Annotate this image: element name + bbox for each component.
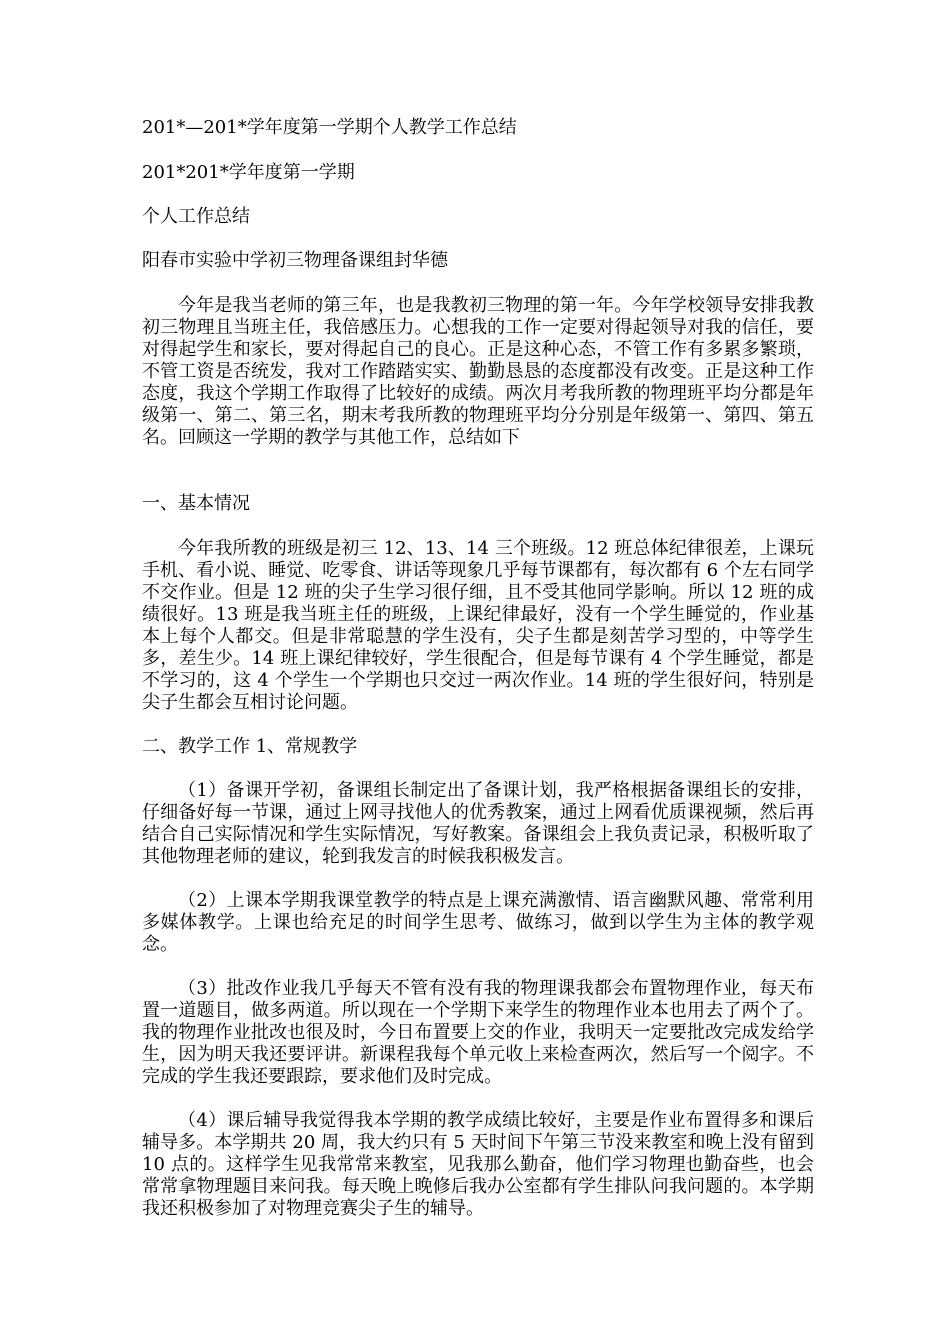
document-title: 201*—201*学年度第一学期个人教学工作总结 [142,117,517,138]
document-subtitle-term: 201*201*学年度第一学期 [142,162,355,183]
item-classroom: （2）上课本学期我课堂教学的特点是上课充满激情、语言幽默风趣、常常利用多媒体教学。上课也给充足的时间学生思考、做练习，做到以学生为主体的教学观念。 [142,890,814,955]
intro-paragraph: 今年是我当老师的第三年，也是我教初三物理的第一年。今年学校领导安排我教初三物理且当班主任，我倍感压力。心想我的工作一定要对得起领导对我的信任，要对得起学生和家长，要对得起自己的良心。正是这种心态，不管工作有多累多繁琐，不管工资是否统发，我对工作踏踏实实、勤勤恳恳的态度都没有改变。正是这种工作态度，我这个学期工作取得了比较好的成绩。两次月考我所教的物理班平均分都是年级第一、第二、第三名，期末考我所教的物理班平均分分别是年级第一、第四、第五名。回顾这一学期的教学与其他工作，总结如下 [142,295,814,448]
item-tutoring: （4）课后辅导我觉得我本学期的教学成绩比较好，主要是作业布置得多和课后辅导多。本学期共 20 周，我大约只有 5 天时间下午第三节没来教室和晚上没有留到 10 点的。这样学生见我常常来教室，见我那么勤奋，他们学习物理也勤奋些，也会常常拿物理题目来问我。每天晚上晚修后我办公室都有学生排队问我问题的。本学期我还积极参加了对物理竞赛尖子生的辅导。 [142,1110,814,1219]
author-line: 阳春市实验中学初三物理备课组封华德 [142,250,448,271]
item-homework: （3）批改作业我几乎每天不管有没有我的物理课我都会布置物理作业，每天布置一道题目，做多两道。所以现在一个学期下来学生的物理作业本也用去了两个了。我的物理作业批改也很及时，今日布置要上交的作业，我明天一定要批改完成发给学生，因为明天我还要评讲。新课程我每个单元收上来检查两次，然后写一个阅字。不完成的学生我还要跟踪，要求他们及时完成。 [142,978,814,1087]
item-lesson-prep: （1）备课开学初，备课组长制定出了备课计划，我严格根据备课组长的安排，仔细备好每一节课，通过上网寻找他人的优秀教案，通过上网看优质课视频，然后再结合自己实际情况和学生实际情况，写好教案。备课组会上我负责记录，积极听取了其他物理老师的建议，轮到我发言的时候我积极发言。 [142,780,814,867]
section-basic-paragraph: 今年我所教的班级是初三 12、13、14 三个班级。12 班总体纪律很差，上课玩手机、看小说、睡觉、吃零食、讲话等现象几乎每节课都有，每次都有 6 个左右同学不交作业。但是 12 班的尖子生学习很仔细，且不受其他同学影响。所以 12 班的成绩很好。13 班是我当班主任的班级，上课纪律最好，没有一个学生睡觉的，作业基本上每个人都交。但是非常聪慧的学生没有，尖子生都是刻苦学习型的，中等学生多，差生少。14 班上课纪律较好，学生很配合，但是每节课有 4 个学生睡觉，都是不学习的，这 4 个学生一个学期也只交过一两次作业。14 班的学生很好问，特别是尖子生都会互相讨论问题。 [142,538,814,713]
document-subtitle-summary: 个人工作总结 [142,206,250,227]
section-heading-teaching: 二、教学工作 1、常规教学 [142,736,358,757]
section-heading-basic: 一、基本情况 [142,493,250,514]
